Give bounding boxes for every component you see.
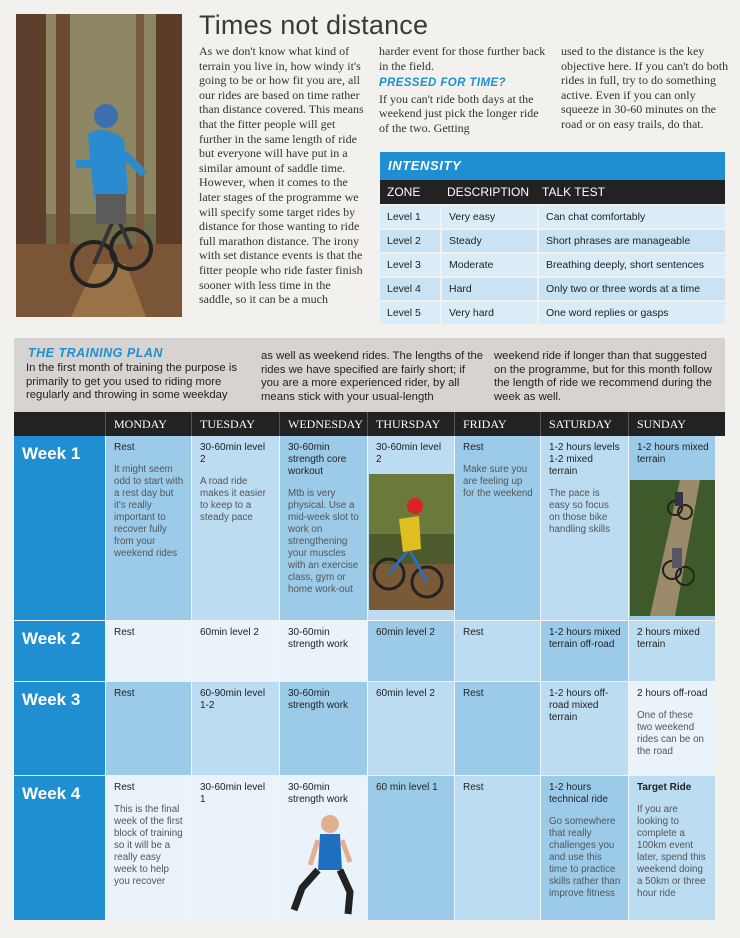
zone-column-header: ZONE	[387, 185, 421, 199]
description-cell: Moderate	[442, 254, 537, 276]
cell-main: 30-60min strength core workout	[288, 442, 347, 477]
day-header-friday: FRIDAY	[454, 412, 540, 436]
talk-test-cell: One word replies or gasps	[539, 302, 725, 324]
cell-note: Make sure you are feeling up for the weekend	[463, 464, 533, 499]
cell-note: This is the final week of the first block of training so it will be a really easy week to help you recover	[114, 804, 183, 887]
week-2-row	[14, 621, 725, 681]
week-1-thursday	[367, 436, 454, 620]
week-3-tuesday: 60-90min level 1-2	[191, 682, 279, 775]
description-column-header: DESCRIPTION	[447, 185, 530, 199]
cell-main: 30-60min level 2	[200, 442, 266, 465]
cell-note: Go somewhere that really challenges you and use this time to practice skills rather than improve fitness	[549, 816, 621, 899]
article-column-2	[379, 44, 547, 136]
week-1-friday	[454, 436, 540, 620]
description-cell: Hard	[442, 278, 537, 300]
cell-note: One of these two weekend rides can be on the road	[637, 710, 704, 757]
week-1-sunday	[628, 436, 715, 620]
week-4-thursday: 60 min level 1	[367, 776, 454, 920]
week-1-row	[14, 436, 725, 620]
week-4-tuesday: 30-60min level 1	[191, 776, 279, 920]
article-column-2-top: harder event for those further back in the field.	[379, 44, 546, 73]
day-header-saturday: SATURDAY	[540, 412, 628, 436]
week-2-friday: Rest	[454, 621, 540, 681]
week-label: Week 1	[14, 436, 105, 620]
zone-cell: Level 4	[380, 278, 440, 300]
talk-test-cell: Only two or three words at a time	[539, 278, 725, 300]
zone-cell: Level 3	[380, 254, 440, 276]
description-cell: Very hard	[442, 302, 537, 324]
week-4-friday: Rest	[454, 776, 540, 920]
week-2-sunday: 2 hours mixed terrain	[628, 621, 715, 681]
cell-main: Rest	[114, 782, 135, 793]
talk-test-cell: Short phrases are manageable	[539, 230, 725, 252]
intensity-table	[380, 152, 725, 324]
cell-note: It might seem odd to start with a rest day but it's really important to recover fully from your weekend rides	[114, 464, 184, 559]
article-column-3: used to the distance is the key objective here. If you can't do both rides in full, try to do something active. Even if you can only squeeze in 30-60 minutes on the road or on easy trails, do that.	[561, 44, 729, 131]
week-4-row	[14, 776, 725, 920]
day-header-thursday: THURSDAY	[367, 412, 454, 436]
intensity-header-row	[380, 180, 725, 204]
week-3-saturday: 1-2 hours off-road mixed terrain	[540, 682, 628, 775]
talk-test-cell: Breathing deeply, short sentences	[539, 254, 725, 276]
day-header-monday: MONDAY	[105, 412, 191, 436]
week-2-tuesday: 60min level 2	[191, 621, 279, 681]
week-label: Week 3	[14, 682, 105, 775]
description-cell: Steady	[442, 230, 537, 252]
cell-note: If you are looking to complete a 100km event later, spend this weekend doing a 50km or three hour ride	[637, 804, 706, 899]
week-1-wednesday	[279, 436, 367, 620]
week-4-saturday	[540, 776, 628, 920]
article-column-2-bottom: If you can't ride both days at the weekend just pick the longer ride of the two. Getting	[379, 91, 539, 135]
talk-test-cell: Can chat comfortably	[539, 206, 725, 228]
training-plan-text-3: weekend ride if longer than that suggested on the programme, but for this month follow the length of ride we recommend during the week as well.	[494, 350, 712, 404]
day-header-sunday: SUNDAY	[628, 412, 715, 436]
table-row	[380, 206, 725, 228]
cell-main: 1-2 hours mixed terrain	[637, 442, 709, 465]
table-row	[380, 230, 725, 252]
week-1-tuesday	[191, 436, 279, 620]
week-4-sunday	[628, 776, 715, 920]
intensity-heading: INTENSITY	[380, 152, 725, 180]
training-plan-text-2: as well as weekend rides. The lengths of the rides we have specified are fairly short; if you are a more experienced rider, by all means stick with your usual-length	[261, 350, 484, 404]
cell-note: A road ride makes it easier to keep to a steady pace	[200, 476, 266, 523]
week-3-friday: Rest	[454, 682, 540, 775]
zone-cell: Level 2	[380, 230, 440, 252]
week-2-monday: Rest	[105, 621, 191, 681]
week-3-sunday	[628, 682, 715, 775]
week-3-wednesday: 30-60min strength work	[279, 682, 367, 775]
week-2-wednesday: 30-60min strength work	[279, 621, 367, 681]
cell-main: Rest	[463, 442, 484, 453]
week-1-saturday	[540, 436, 628, 620]
cell-main: 30-60min strength work	[288, 782, 349, 805]
trail-riders-photo	[630, 480, 715, 616]
training-plan-text-1: In the first month of training the purpose is primarily to get you used to riding more regularly and throwing in some weekday	[26, 362, 237, 402]
intensity-rows	[380, 206, 725, 324]
description-cell: Very easy	[442, 206, 537, 228]
forest-cyclist-photo	[16, 14, 182, 317]
lunge-exercise-photo	[288, 810, 368, 918]
table-row	[380, 302, 725, 324]
cell-note: The pace is easy so focus on those bike handling skills	[549, 488, 610, 535]
talk-test-column-header: TALK TEST	[542, 185, 605, 199]
cell-main: 30-60min level 2	[376, 442, 442, 465]
table-row	[380, 278, 725, 300]
week-1-monday	[105, 436, 191, 620]
table-row	[380, 254, 725, 276]
zone-cell: Level 5	[380, 302, 440, 324]
day-header-tuesday: TUESDAY	[191, 412, 279, 436]
week-label: Week 4	[14, 776, 105, 920]
week-4-monday	[105, 776, 191, 920]
day-header-row	[14, 412, 725, 436]
article-column-1: As we don't know what kind of terrain you live in, how windy it's going to be or how fit you are, all our rides are based on time rather than distance covered. This means that the fitter people will get further in the same length of ride but everyone will have put in a similar amount of saddle time. However, when it comes to the later stages of the programme we will specify some target rides by distance for those wanting to ride full marathon distance. The irony with set distance events is that the fitter people who ride faster finish sooner with less time in the saddle, so it can be a much	[199, 44, 364, 307]
week-3-thursday: 60min level 2	[367, 682, 454, 775]
article-title: Times not distance	[199, 10, 429, 40]
week-2-thursday: 60min level 2	[367, 621, 454, 681]
week-label: Week 2	[14, 621, 105, 681]
cell-note: Mtb is very physical. Use a mid-week slot to work on strengthening your muscles with an exercise class, gym or home work-out	[288, 488, 359, 595]
cell-main: 2 hours off-road	[637, 688, 708, 699]
cyclist-photo	[369, 474, 454, 610]
week-4-wednesday	[279, 776, 367, 920]
week-2-saturday: 1-2 hours mixed terrain off-road	[540, 621, 628, 681]
week-3-row	[14, 682, 725, 775]
cell-main: 1-2 hours technical ride	[549, 782, 608, 805]
zone-cell: Level 1	[380, 206, 440, 228]
pressed-for-time-heading: PRESSED FOR TIME?	[379, 77, 506, 90]
training-plan-title: THE TRAINING PLAN	[28, 346, 163, 360]
cell-main: 1-2 hours levels 1-2 mixed terrain	[549, 442, 620, 477]
week-column-header	[14, 412, 105, 436]
cell-main: Target Ride	[637, 782, 692, 793]
week-3-monday: Rest	[105, 682, 191, 775]
day-header-wednesday: WEDNESDAY	[279, 412, 367, 436]
training-plan-intro	[14, 338, 725, 412]
cell-main: Rest	[114, 442, 135, 453]
